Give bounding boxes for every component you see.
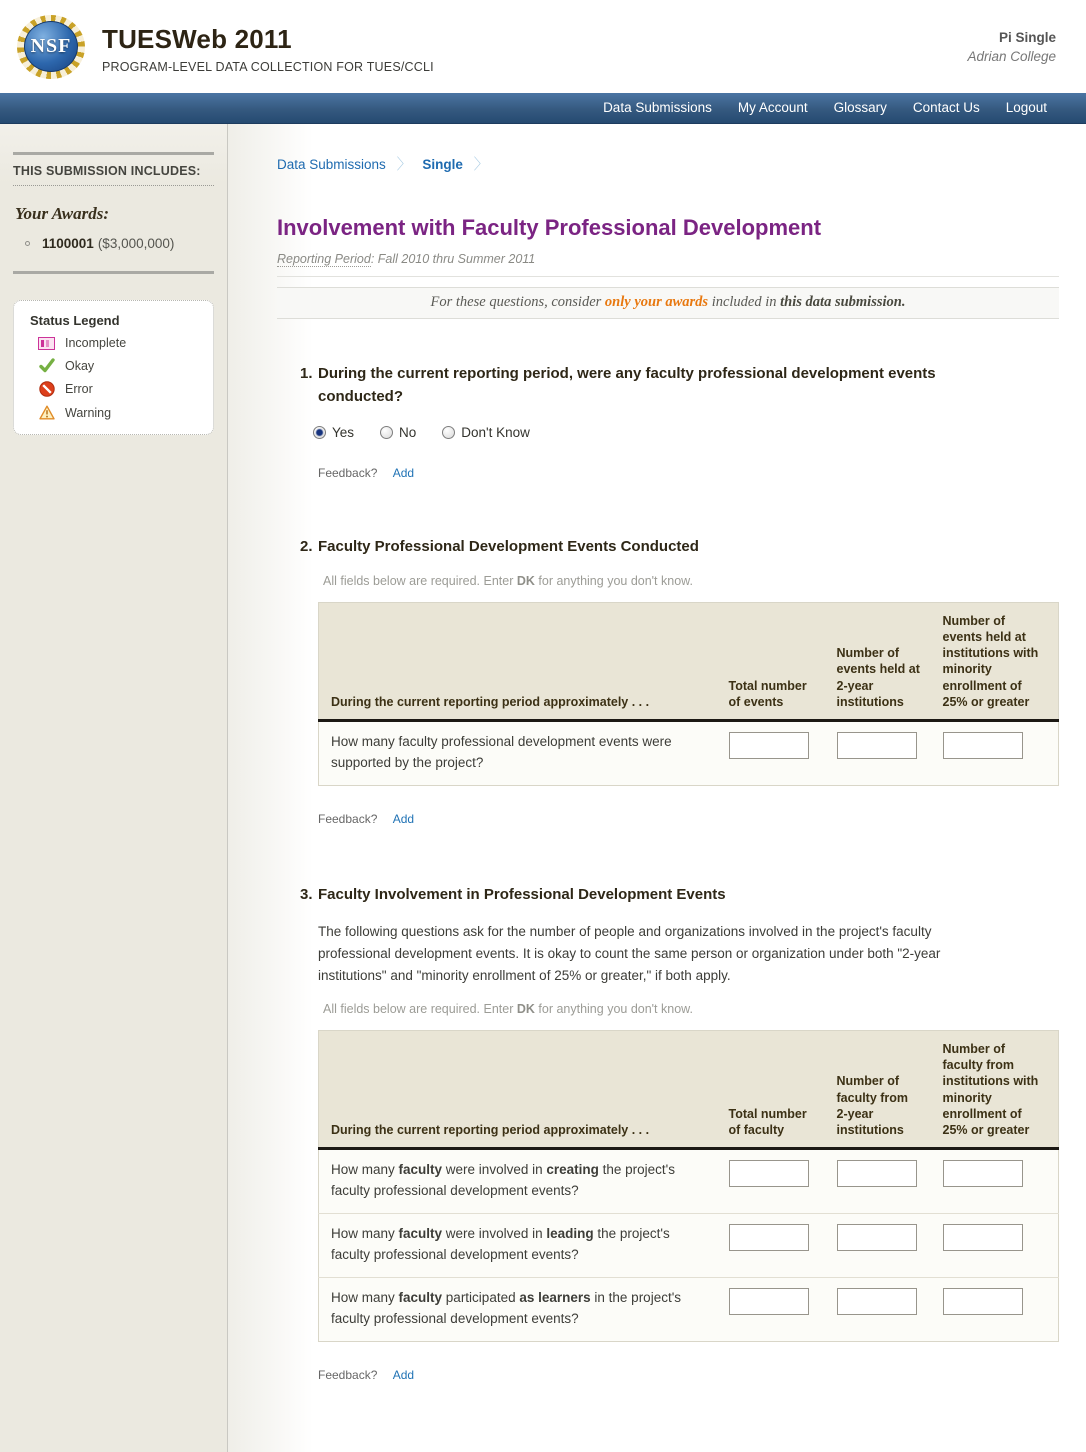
table-header-row <box>319 602 1059 721</box>
column-header-total-faculty: Total number of faculty <box>717 1030 825 1149</box>
question-3-description: The following questions ask for the number of people and organizations involved in the project's faculty professional development events. It is okay to count the same person or organization under both "2-year institutions" and "minority enrollment of 25% or greater," if both apply. <box>318 924 941 984</box>
nav-item-logout[interactable]: Logout <box>1005 100 1047 115</box>
required-fields-note <box>323 574 1059 588</box>
feedback-add-link[interactable]: Add <box>392 811 415 826</box>
feedback-label: Feedback? <box>318 811 378 826</box>
breadcrumb <box>277 153 1059 174</box>
notice-emphasis-orange: only your awards <box>604 294 709 310</box>
question-1-feedback <box>318 466 1059 480</box>
submission-includes-heading: THIS SUBMISSION INCLUDES: <box>13 164 201 178</box>
radio-option-dont-know[interactable] <box>442 425 530 440</box>
notice-text: included in <box>708 294 781 310</box>
required-fields-note <box>323 1002 1059 1016</box>
question-text: During the current reporting period, were any faculty professional development events conducted? <box>318 365 936 405</box>
table-header-row <box>319 1030 1059 1149</box>
legend-label: Error <box>65 382 93 396</box>
nav-item-data-submissions[interactable]: Data Submissions <box>603 100 712 115</box>
events-conducted-table <box>318 602 1059 786</box>
question-text: Faculty Involvement in Professional Development Events <box>318 885 726 903</box>
q3-creating-2year-input[interactable] <box>837 1160 917 1187</box>
breadcrumb-data-submissions[interactable]: Data Submissions <box>277 157 386 172</box>
note-dk: DK <box>516 1001 535 1016</box>
q2-row1-minority-events-input[interactable] <box>943 732 1023 759</box>
awards-notice <box>277 287 1059 319</box>
question-3-heading <box>300 884 1059 907</box>
reporting-period <box>277 252 1059 266</box>
sidebar <box>0 124 228 1452</box>
radio-label: Yes <box>332 425 355 440</box>
award-list-item <box>25 236 214 251</box>
nsf-logo-icon <box>14 12 88 82</box>
nav-item-contact-us[interactable]: Contact Us <box>912 100 980 115</box>
legend-label: Okay <box>65 358 95 373</box>
app-titles <box>102 20 434 74</box>
question-3-feedback <box>318 1368 1059 1382</box>
award-bullet-icon <box>25 241 30 246</box>
table-row-creating <box>319 1149 1059 1214</box>
question-1-heading <box>300 363 1059 408</box>
app-header <box>0 0 1086 93</box>
note-text: for anything you don't know. <box>534 1001 693 1016</box>
column-header-period: During the current reporting period approximately . . . <box>319 602 717 721</box>
status-legend <box>13 300 214 435</box>
radio-button-no[interactable] <box>380 426 393 439</box>
question-1 <box>300 363 1059 480</box>
radio-button-dont-know[interactable] <box>442 426 455 439</box>
chevron-right-icon: 〉 <box>473 156 489 173</box>
feedback-add-link[interactable]: Add <box>392 466 415 480</box>
question-number: 2. <box>300 538 313 555</box>
note-text: for anything you don't know. <box>534 573 693 588</box>
q3-creating-total-input[interactable] <box>729 1160 809 1187</box>
column-header-minority-events: Number of events held at institutions with minority enrollment of 25% or greater <box>931 602 1059 721</box>
q3-leading-minority-input[interactable] <box>943 1224 1023 1251</box>
note-text: All fields below are required. Enter <box>323 1001 517 1016</box>
sidebar-divider <box>13 152 214 155</box>
reporting-period-label: Reporting Period <box>277 252 371 266</box>
award-amount: ($3,000,000) <box>97 236 175 251</box>
warning-icon <box>38 405 55 420</box>
radio-label: No <box>399 425 417 440</box>
status-legend-title: Status Legend <box>30 313 120 328</box>
radio-option-no[interactable] <box>380 425 416 440</box>
q2-row1-2year-events-input[interactable] <box>837 732 917 759</box>
notice-emphasis-dark: this data submission. <box>780 294 906 310</box>
q2-row1-total-events-input[interactable] <box>729 732 809 759</box>
q3-leading-2year-input[interactable] <box>837 1224 917 1251</box>
q3-creating-minority-input[interactable] <box>943 1160 1023 1187</box>
nsf-logo-text: NSF <box>30 35 72 57</box>
legend-label: Incomplete <box>65 336 127 350</box>
sidebar-dotted-divider <box>13 185 214 186</box>
okay-icon <box>38 358 55 373</box>
question-3 <box>300 884 1059 1382</box>
nav-item-my-account[interactable]: My Account <box>737 100 808 115</box>
header-divider <box>277 276 1059 277</box>
table-row-learners <box>319 1278 1059 1342</box>
notice-text: For these questions, consider <box>430 294 605 310</box>
column-header-2year-events: Number of events held at 2-year institutions <box>825 602 931 721</box>
main-nav <box>0 93 1086 124</box>
column-header-period: During the current reporting period approximately . . . <box>319 1030 717 1149</box>
q3-learners-total-input[interactable] <box>729 1288 809 1315</box>
radio-button-yes[interactable] <box>313 426 326 439</box>
chevron-right-icon: 〉 <box>396 156 412 173</box>
question-2-feedback <box>318 812 1059 826</box>
app-subtitle: PROGRAM-LEVEL DATA COLLECTION FOR TUES/CCLI <box>102 59 434 74</box>
feedback-label: Feedback? <box>318 1367 378 1382</box>
q3-learners-minority-input[interactable] <box>943 1288 1023 1315</box>
legend-label: Warning <box>65 405 112 420</box>
faculty-involvement-table <box>318 1030 1059 1342</box>
question-1-options <box>313 425 1059 440</box>
legend-item-incomplete <box>38 336 201 350</box>
row-question: How many faculty participated as learners in the project's faculty professional development events? <box>319 1278 717 1342</box>
column-header-2year-faculty: Number of faculty from 2-year institutions <box>825 1030 931 1149</box>
question-number: 3. <box>300 885 313 903</box>
note-text: All fields below are required. Enter <box>323 573 517 588</box>
column-header-total-events: Total number of events <box>717 602 825 721</box>
legend-item-warning <box>38 405 201 420</box>
column-header-minority-faculty: Number of faculty from institutions with minority enrollment of 25% or greater <box>931 1030 1059 1149</box>
legend-item-error <box>38 381 201 397</box>
feedback-label: Feedback? <box>318 466 378 480</box>
table-row-leading <box>319 1214 1059 1278</box>
sidebar-divider <box>13 271 214 274</box>
radio-label: Don't Know <box>461 425 530 440</box>
error-icon <box>38 381 55 397</box>
note-dk: DK <box>516 573 535 588</box>
row-question: How many faculty professional development events were supported by the project? <box>331 734 672 770</box>
legend-item-okay <box>38 358 201 373</box>
row-question: How many faculty were involved in leading the project's faculty professional development events? <box>319 1214 717 1278</box>
main-content <box>228 124 1086 1452</box>
app-title: TUESWeb 2011 <box>102 23 292 54</box>
question-number: 1. <box>300 365 313 382</box>
user-info <box>967 30 1056 64</box>
nsf-logo-globe <box>24 21 78 72</box>
question-2 <box>300 536 1059 826</box>
question-2-heading <box>300 536 1059 559</box>
your-awards-heading: Your Awards: <box>15 204 109 223</box>
award-number: 1100001 <box>42 236 94 251</box>
q3-leading-total-input[interactable] <box>729 1224 809 1251</box>
row-question: How many faculty were involved in creating the project's faculty professional development events? <box>331 1162 676 1199</box>
nav-item-glossary[interactable]: Glossary <box>833 100 887 115</box>
user-organization: Adrian College <box>967 48 1056 64</box>
page-title: Involvement with Faculty Professional Development <box>277 215 822 240</box>
radio-option-yes[interactable] <box>313 425 354 440</box>
incomplete-icon <box>38 337 55 350</box>
feedback-add-link[interactable]: Add <box>392 1367 415 1382</box>
user-name: Pi Single <box>998 29 1056 45</box>
q3-learners-2year-input[interactable] <box>837 1288 917 1315</box>
reporting-period-value: : Fall 2010 thru Summer 2011 <box>370 252 536 266</box>
question-text: Faculty Professional Development Events Conducted <box>318 538 699 555</box>
breadcrumb-single[interactable]: Single <box>422 157 463 172</box>
table-row <box>319 721 1059 786</box>
